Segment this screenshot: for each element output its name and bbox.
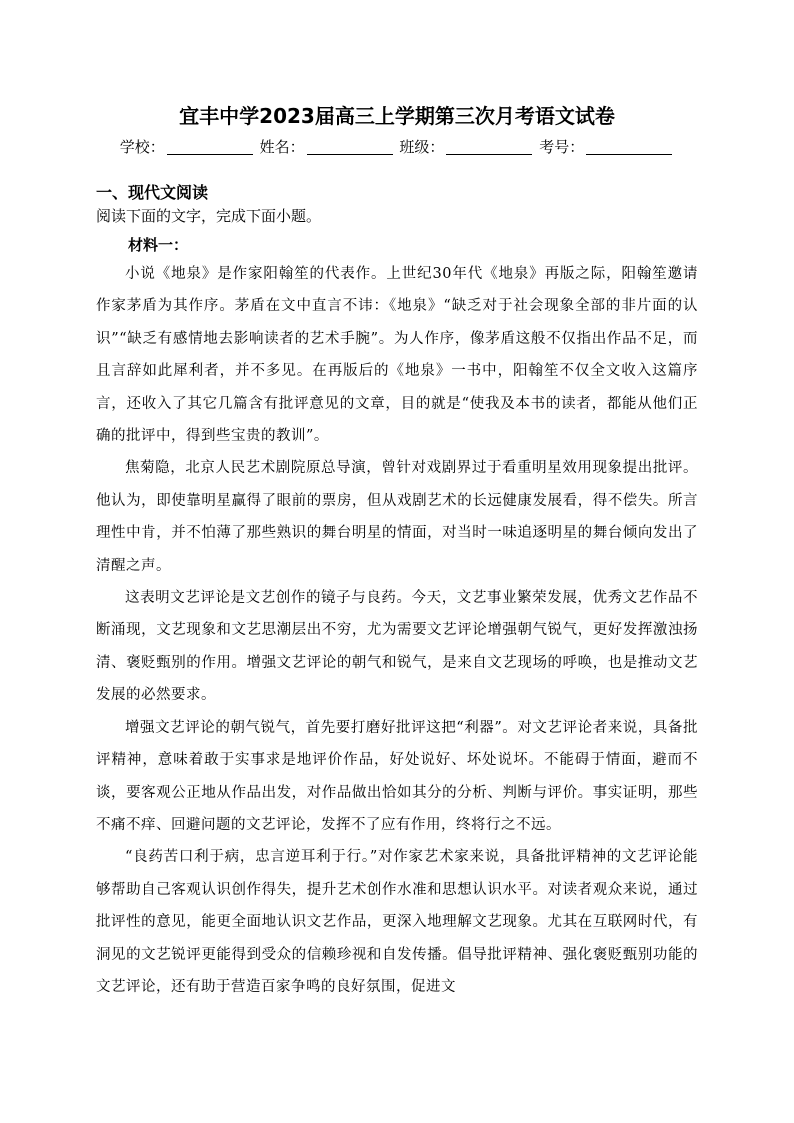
section-heading: 一、现代文阅读 — [96, 183, 209, 202]
class-blank[interactable] — [446, 138, 532, 155]
name-label: 姓名： — [259, 138, 305, 156]
passage-paragraph-1: 小说《地泉》是作家阳翰笙的代表作。上世纪30年代《地泉》再版之际，阳翰笙邀请作家茅盾为其作序。茅盾在文中直言不讳：《地泉》“缺乏对于社会现象全部的非片面的认识”“缺乏有感情地去影响读者的艺术手腕”。为人作序，像茅盾这般不仅指出作品不足，而且言辞如此犀利者，并不多见。在再版后的《地泉》一书中，阳翰笙不仅全文收入这篇序言，还收入了其它几篇含有批评意见的文章，目的就是“使我及本书的读者，都能从他们正确的批评中，得到些宝贵的教训”。 — [96, 266, 698, 445]
exam-title: 宜丰中学2023届高三上学期第三次月考语文试卷 — [179, 104, 615, 128]
passage-paragraph-3: 这表明文艺评论是文艺创作的镜子与良药。今天，文艺事业繁荣发展，优秀文艺作品不断涌现，文艺现象和文艺思潮层出不穷，尤为需要文艺评论增强朝气锐气，更好发挥激浊扬清、褒贬甄别的作用。增强文艺评论的朝气和锐气，是来自文艺现场的呼唤，也是推动文艺发展的必然要求。 — [96, 590, 698, 704]
number-blank[interactable] — [586, 138, 672, 155]
passage-body — [96, 258, 698, 1003]
student-info-line — [0, 136, 794, 158]
class-label: 班级： — [399, 138, 445, 156]
passage-paragraph-2: 焦菊隐，北京人民艺术剧院原总导演，曾针对戏剧界过于看重明星效用现象提出批评。他认为，即使靠明星赢得了眼前的票房，但从戏剧艺术的长远健康发展看，得不偿失。所言理性中肯，并不怕薄了那些熟识的舞台明星的情面，对当时一味追逐明星的舞台倾向发出了清醒之声。 — [96, 460, 698, 574]
material-label: 材料一： — [128, 236, 189, 254]
name-blank[interactable] — [307, 138, 393, 155]
number-label: 考号： — [539, 138, 585, 156]
passage-paragraph-5: “良药苦口利于病，忠言逆耳利于行。”对作家艺术家来说，具备批评精神的文艺评论能够帮助自己客观认识创作得失，提升艺术创作水准和思想认识水平。对读者观众来说，通过批评性的意见，能更全面地认识文艺作品，更深入地理解文艺现象。尤其在互联网时代，有洞见的文艺锐评更能得到受众的信赖珍视和自发传播。倡导批评精神、强化褒贬甄别功能的文艺评论，还有助于营造百家争鸣的良好氛围，促进文 — [96, 849, 698, 995]
passage-paragraph-4: 增强文艺评论的朝气锐气，首先要打磨好批评这把“利器”。对文艺评论者来说，具备批评精神，意味着敢于实事求是地评价作品，好处说好、坏处说坏。不能碍于情面，避而不谈，要客观公正地从作品出发，对作品做出恰如其分的分析、判断与评价。事实证明，那些不痛不痒、回避问题的文艺评论，发挥不了应有作用，终将行之不远。 — [96, 719, 698, 833]
school-label: 学校： — [119, 138, 165, 156]
school-blank[interactable] — [167, 138, 253, 155]
reading-instruction: 阅读下面的文字，完成下面小题。 — [96, 207, 322, 225]
